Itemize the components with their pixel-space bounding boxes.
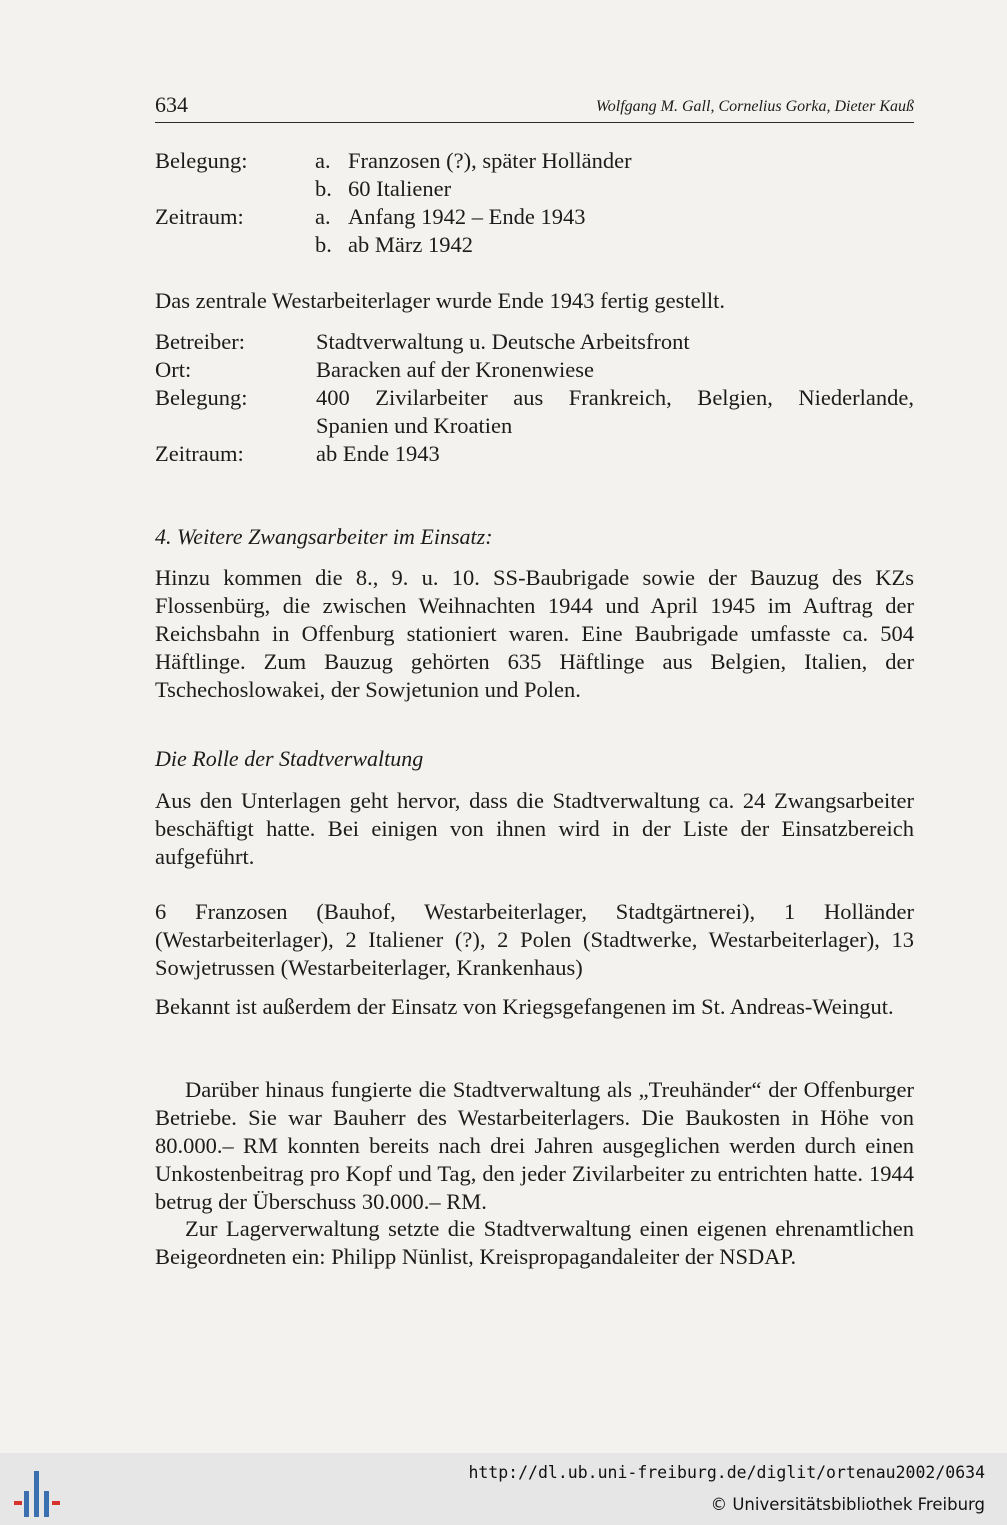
camp2-zeitraum-label: Zeitraum: [155, 441, 244, 466]
camp2-belegung-line1: 400 Zivilarbeiter aus Frankreich, Belgien, Niederlande, [316, 385, 914, 410]
section-rolle-heading: Die Rolle der Stadtverwaltung [155, 746, 424, 771]
camp1-belegung-a: Franzosen (?), später Holländer [348, 148, 632, 173]
camp1-belegung-row-a [155, 147, 915, 175]
camp1-zeitraum-b-letter: b. [315, 232, 332, 257]
section4-paragraph: Hinzu kommen die 8., 9. u. 10. SS-Baubrigade sowie der Bauzug des KZs Flossenbürg, die zwischen Weihnachten 1944 und April 1945 im Auftrag der Reichsbahn in Offenburg stationiert waren. Eine Baubrigade umfasste ca. 504 Häftlinge. Zum Bauzug gehörten 635 Häftlinge aus Belgien, Italien, der Tschechoslowakei, der Sowjetunion und Polen. [155, 565, 914, 702]
section4-heading: 4. Weitere Zwangsarbeiter im Einsatz: [155, 524, 493, 549]
camp2-zeitraum: ab Ende 1943 [316, 441, 440, 466]
rolle-paragraph-1: Aus den Unterlagen geht hervor, dass die Stadtverwaltung ca. 24 Zwangsarbeiter beschäftigt hatte. Bei einigen von ihnen wird in der Liste der Einsatzbereich aufgeführt. [155, 788, 914, 869]
camp1-belegung-row-b [155, 175, 915, 203]
camp1-zeitraum-label: Zeitraum: [155, 204, 244, 229]
camp1-belegung-label: Belegung: [155, 148, 248, 173]
camp2-belegung-label: Belegung: [155, 385, 248, 410]
copyright-notice: © Universitätsbibliothek Freiburg [710, 1495, 985, 1514]
camp2-ort-label: Ort: [155, 357, 192, 382]
camp2-belegung-row [155, 384, 915, 412]
rolle-paragraph-5: Zur Lagerverwaltung setzte die Stadtverwaltung einen eigenen ehrenamtlichen Beigeordneten ein: Philipp Nünlist, Kreispropagandaleiter der NSDAP. [155, 1216, 914, 1269]
camp1-belegung-b: 60 Italiener [348, 176, 452, 201]
camp1-belegung-a-letter: a. [315, 148, 331, 173]
camp2-betreiber-row [155, 328, 915, 356]
camp2-betreiber: Stadtverwaltung u. Deutsche Arbeitsfront [316, 329, 690, 354]
rolle-paragraph-4: Darüber hinaus fungierte die Stadtverwaltung als „Treuhänder“ der Offenburger Betriebe. Sie war Bauherr des Westarbeiterlagers. Die Baukosten in Höhe von 80.000.– RM konnten bereits nach drei Jahren ausgeglichen werden durch einen Unkostenbeitrag pro Kopf und Tag, den jeder Zivilarbeiter zu entrichten hatte. 1944 betrug der Überschuss 30.000.– RM. [155, 1077, 914, 1214]
running-head-authors: Wolfgang M. Gall, Cornelius Gorka, Dieter Kauß [595, 98, 914, 115]
camp1-zeitraum-row-b [155, 231, 915, 259]
viewer-footer-bar [0, 1453, 1007, 1525]
camp2-betreiber-label: Betreiber: [155, 329, 245, 354]
camp1-zeitraum-a-letter: a. [315, 204, 331, 229]
camp2-ort-row [155, 356, 915, 384]
camp1-zeitraum-a: Anfang 1942 – Ende 1943 [348, 204, 586, 229]
camp1-zeitraum-b: ab März 1942 [348, 232, 473, 257]
camp2-ort: Baracken auf der Kronenwiese [316, 357, 594, 382]
camp1-belegung-b-letter: b. [315, 176, 332, 201]
camp2-belegung-line2: Spanien und Kroatien [316, 413, 513, 438]
document-url-link[interactable]: http://dl.ub.uni-freiburg.de/diglit/ortenau2002/0634 [468, 1463, 985, 1482]
camp1-zeitraum-row-a [155, 203, 915, 231]
rolle-paragraph-2: 6 Franzosen (Bauhof, Westarbeiterlager, Stadtgärtnerei), 1 Holländer (Westarbeiterlager), 2 Italiener (?), 2 Polen (Stadtwerke, Westarbeiterlager), 13 Sowjetrussen (Westarbeiterlager, Krankenhaus) [155, 899, 914, 980]
page-number: 634 [155, 92, 188, 117]
ub-freiburg-logo-icon [12, 1465, 64, 1517]
camp2-belegung-row-2 [155, 412, 915, 440]
rolle-paragraph-3: Bekannt ist außerdem der Einsatz von Kriegsgefangenen im St. Andreas-Weingut. [155, 994, 894, 1019]
intro-sentence: Das zentrale Westarbeiterlager wurde Ende 1943 fertig gestellt. [155, 288, 726, 313]
page-header [155, 92, 914, 123]
camp2-zeitraum-row [155, 440, 915, 468]
